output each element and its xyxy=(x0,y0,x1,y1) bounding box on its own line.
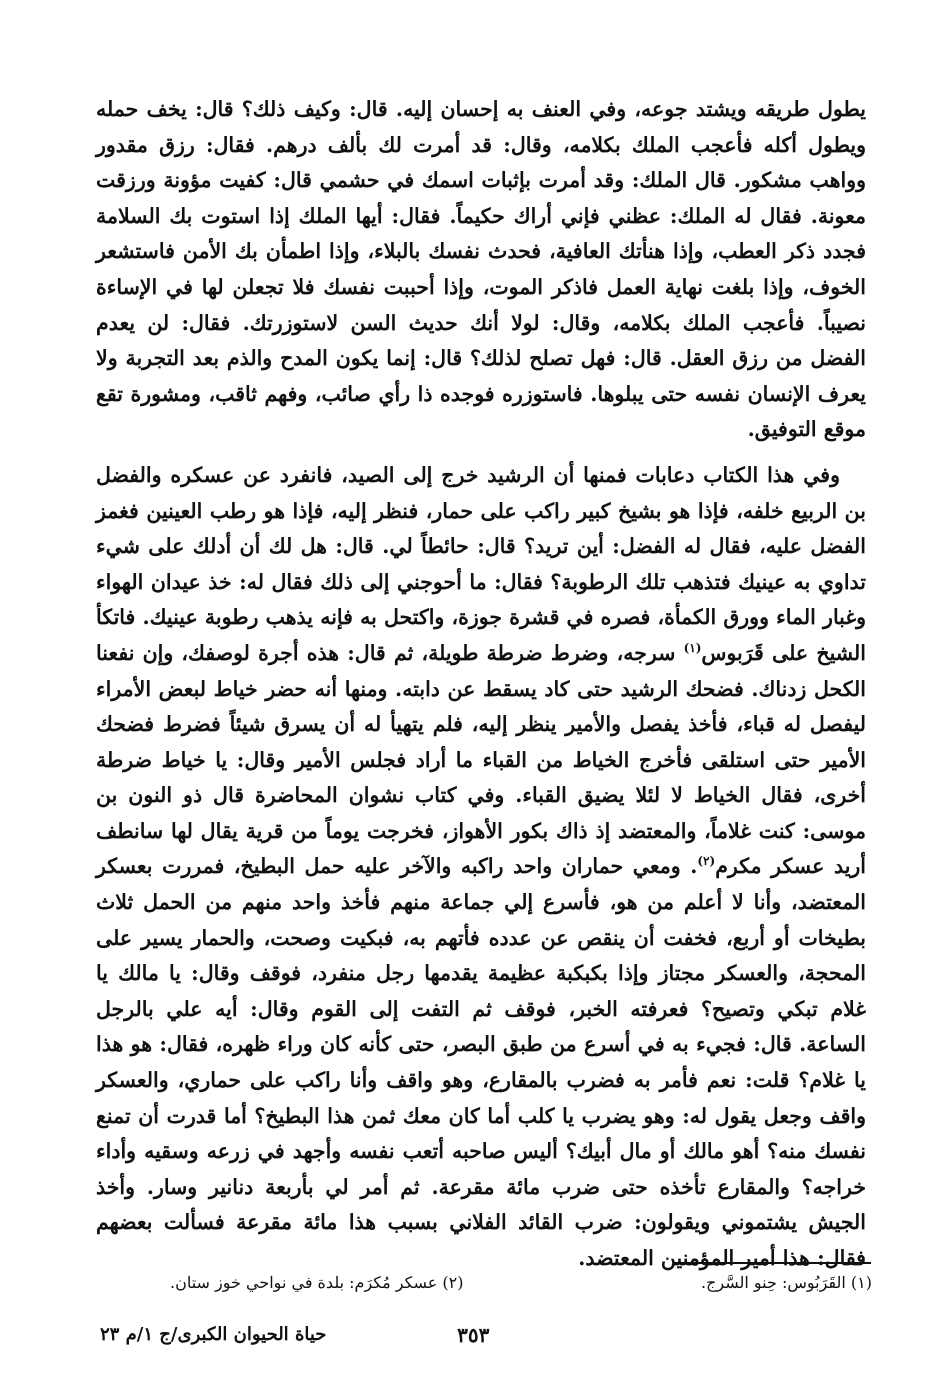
footnote-1: (١) القَرَبُوس: حِنو السَّرج. xyxy=(700,1273,872,1292)
footnote-divider xyxy=(673,1262,871,1264)
footnote-2: (٢) عسكر مُكرَم: بلدة في نواحي خوز ستان. xyxy=(170,1273,464,1292)
book-reference: حياة الحيوان الكبرى/ج ١/م ٢٣ xyxy=(100,1324,327,1345)
footnotes xyxy=(170,1270,872,1296)
paragraph-2-part-2: سرجه، وضرط ضرطة طويلة، ثم قال: هذه أجرة لوصفك، وإن نفعنا الكحل زدناك. فضحك الرشيد حتى كاد يسقط عن دابته. ومنها أنه حضر خياط لبعض الأمراء ليفصل له قباء، فأخذ يفصل والأمير ينظر إليه، فلم يتهيأ له أن يسرق شيئاً فضرط فضحك الأمير حتى استلقى فأخرج الخياط من القباء ما أراد فجلس الأمير وقال: يا خياط ضرطة أخرى، فقال الخياط لا لئلا يضيق القباء. وفي كتاب نشوان المحاضرة قال ذو النون بن موسى: كنت غلاماً، والمعتضد إذ ذاك بكور الأهواز، فخرجت يوماً من قرية يقال لها سانطف أريد عسكر مكرم xyxy=(96,640,867,879)
footnote-marker-1: (١) xyxy=(683,641,702,656)
page-number: ٣٥٣ xyxy=(457,1323,490,1347)
page-footer xyxy=(100,1322,870,1348)
paragraph-2-part-1: وفي هذا الكتاب دعابات فمنها أن الرشيد خرج إلى الصيد، فانفرد عن عسكره والفضل بن الربيع خلفه، فإذا هو بشيخ كبير راكب على حمار، فنظر إليه، فإذا هو رطب العينين فغمز الفضل عليه، فقال له الفضل: أين تريد؟ قال: حائطاً لي. قال: هل لك أن أدلك على شيء تداوي به عينيك فتذهب تلك الرطوبة؟ فقال: ما أحوجني إلى ذلك فقال له: خذ عيدان الهواء وغبار الماء وورق الكمأة، فصره في قشرة جوزة، واكتحل به فإنه يذهب رطوبة عينيك. فاتكأ الشيخ على قَرَبوس xyxy=(96,462,866,665)
main-text xyxy=(96,92,866,1277)
paragraph-2 xyxy=(96,458,866,1277)
paragraph-1: يطول طريقه ويشتد جوعه، وفي العنف به إحسان إليه. قال: وكيف ذلك؟ قال: يخف حمله ويطول أكله فأعجب الملك بكلامه، وقال: قد أمرت لك بألف درهم. فقال: رزق مقدور وواهب مشكور. قال الملك: وقد أمرت بإثبات اسمك في حشمي قال: كفيت مؤونة ورزقت معونة. فقال له الملك: عظني فإني أراك حكيماً. فقال: أيها الملك إذا استوت بك السلامة فجدد ذكر العطب، وإذا هنأتك العافية، فحدث نفسك بالبلاء، وإذا اطمأن بك الأمن فاستشعر الخوف، وإذا بلغت نهاية العمل فاذكر الموت، وإذا أحببت نفسك فلا تجعلن لها في الإساءة نصيباً. فأعجب الملك بكلامه، وقال: لولا أنك حديث السن لاستوزرتك. فقال: لن يعدم الفضل من رزق العقل. قال: فهل تصلح لذلك؟ قال: إنما يكون المدح والذم بعد التجربة ولا يعرف الإنسان نفسه حتى يبلوها. فاستوزره فوجده ذا رأي صائب، وفهم ثاقب، ومشورة تقع موقع التوفيق. xyxy=(96,97,866,442)
footnote-marker-2: (٢) xyxy=(697,854,716,869)
paragraph-2-part-3: . ومعي حماران واحد راكبه والآخر عليه حمل البطيخ، فمررت بعسكر المعتضد، وأنا لا أعلم من هو، فأسرع إلي جماعة منهم فأخذ واحد منهم من الحمل ثلاث بطيخات أو أربع، فخفت أن ينقص عن عدده فأتهم به، فبكيت وصحت، والحمار يسير على المحجة، والعسكر مجتاز وإذا بكبكبة عظيمة يقدمها رجل منفرد، فوقف وقال: يا مالك يا غلام تبكي وتصيح؟ فعرفته الخبر، فوقف ثم التفت إلى القوم وقال: أيه علي بالرجل الساعة. قال: فجيء به في أسرع من طبق البصر، حتى كأنه كان وراء ظهره، فقال: هو هذا يا غلام؟ قلت: نعم فأمر به فضرب بالمقارع، وهو واقف وأنا راكب على حماري، والعسكر واقف وجعل يقول له: وهو يضرب يا كلب أما كان معك ثمن هذا البطيخ؟ أما قدرت أن تمنع نفسك منه؟ أهو مالك أو مال أبيك؟ أليس صاحبه أتعب نفسه وأجهد في زرعه وسقيه وأداء خراجه؟ والمقارع تأخذه حتى ضرب مائة مقرعة. ثم أمر لي بأربعة دنانير وسار. وأخذ الجيش يشتموني ويقولون: ضرب القائد الفلاني بسبب هذا مائة مقرعة فسألت بعضهم فقال: هذا أمير المؤمنين المعتضد. xyxy=(96,854,866,1270)
